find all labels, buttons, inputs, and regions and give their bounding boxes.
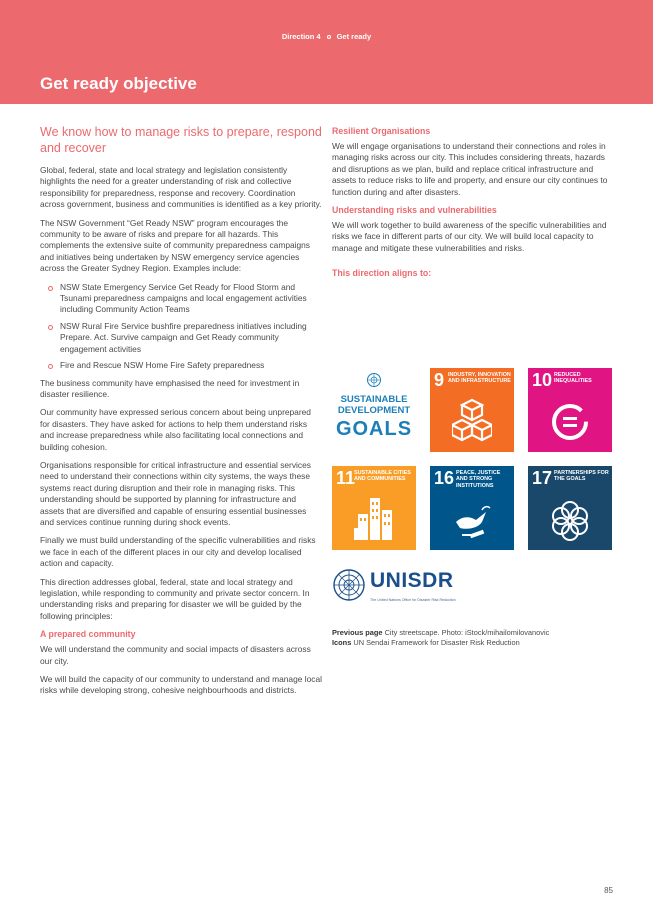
breadcrumb-section: Get ready: [336, 32, 372, 41]
paragraph: We will work together to build awareness of the specific vulnerabilities and risks we face in different parts of our city. We will build local capacity to manage and mitigate these vulnerabilities and risks.: [332, 220, 607, 253]
un-emblem-icon: [366, 372, 382, 388]
page-title: Get ready objective: [40, 74, 197, 93]
breadcrumb-direction: Direction 4: [281, 32, 321, 41]
sdg-tiles: [332, 368, 614, 550]
sdg-label: INDUSTRY, INNOVATION AND INFRASTRUCTURE: [448, 372, 511, 385]
list-item: NSW State Emergency Service Get Ready for Flood Storm and Tsunami preparedness campaigns and local engagement activities including Community Action Teams: [48, 282, 322, 316]
subheading-prepared-community: A prepared community: [40, 629, 136, 640]
list-item: NSW Rural Fire Service bushfire preparedness initiatives including Prepare. Act. Survive campaign and Get Ready community engagement activities: [48, 321, 322, 355]
un-emblem-icon: [332, 568, 366, 602]
sdg-number: 16: [434, 468, 455, 488]
sdg-tile-17: [528, 466, 612, 550]
paragraph: This direction addresses global, federal, state and local strategy and legislation, while responding to community and private sector concern. In understanding risks and preparing for disaster we will be guided by the following principles:: [40, 576, 310, 621]
sdg-number: 17: [532, 468, 553, 488]
credit-label: Previous page: [332, 628, 383, 637]
right-column: [332, 124, 614, 278]
list-item: Fire and Rescue NSW Home Fire Safety preparedness: [48, 360, 322, 371]
sdg-label: SUSTAINABLE CITIES AND COMMUNITIES: [354, 470, 411, 483]
paragraph: Organisations responsible for critical infrastructure and essential services need to understand their connections within city systems, the ways these systems react during disruption and their role in managing risks. This understanding should be supported by planning for infrastructure and assets that are diversified and capable of ensuring essential businesses and services continue running during shock events.: [40, 459, 311, 527]
left-column: [40, 124, 322, 704]
city-buildings-icon: [354, 494, 394, 542]
paragraph: We will build the capacity of our community to understand and manage local risks while developing strong, cohesive neighbourhoods and districts.: [40, 674, 322, 696]
sdg-label: PARTNERSHIPS FOR THE GOALS: [554, 470, 609, 483]
sdg-number: 11: [336, 468, 356, 488]
interlocking-rings-icon: [550, 494, 590, 542]
sdg-label: REDUCED INEQUALITIES: [554, 372, 592, 385]
credit-previous-page: [332, 628, 614, 638]
credit-icons: [332, 638, 614, 648]
cubes-icon: [452, 396, 492, 444]
unisdr-subtitle: The United Nations Office for Disaster Risk Reduction: [370, 598, 456, 602]
sdg-number: 9: [434, 370, 445, 390]
sdg-logo-line3: GOALS: [335, 418, 413, 440]
sdg-logo-line2: DEVELOPMENT: [337, 405, 411, 416]
subheading-understanding-risks: Understanding risks and vulnerabilities: [332, 205, 497, 216]
unisdr-name: UNISDR: [370, 569, 454, 592]
lead-heading: We know how to manage risks to prepare, respond and recover: [40, 125, 322, 155]
subheading-resilient-organisations: Resilient Organisations: [332, 126, 431, 136]
sdg-tile-9: [430, 368, 514, 452]
breadcrumb-separator-icon: [327, 35, 331, 39]
sdg-tile-16: [430, 466, 514, 550]
paragraph: The NSW Government “Get Ready NSW” program encourages the community to be aware of risks and prepare for all hazards. This complements the extensive suite of community preparedness campaigns and initiatives being undertaken by NSW emergency service agencies across the Greater Sydney Region. Examples include:: [40, 217, 310, 274]
aligns-heading: This direction aligns to:: [332, 268, 432, 279]
sdg-tile-10: [528, 368, 612, 452]
credit-text: UN Sendai Framework for Disaster Risk Reduction: [351, 638, 520, 647]
paragraph: We will understand the community and social impacts of disasters across our city.: [40, 644, 311, 666]
paragraph: Finally we must build understanding of the specific vulnerabilities and risks we face in each of the different places in our city and develop localised action and capacity.: [40, 535, 316, 569]
sdg-logo-line1: SUSTAINABLE: [340, 394, 408, 405]
sdg-tile-11: [332, 466, 416, 550]
examples-list: [48, 282, 322, 372]
sdg-logo: [332, 368, 416, 452]
equality-icon: [550, 396, 590, 444]
credit-label: Icons: [332, 638, 352, 647]
breadcrumb: [0, 32, 653, 41]
paragraph: Our community have expressed serious concern about being unprepared for disasters. They have asked for actions to help them understand risks and increase preparedness while also facilitating local connections and building cohesion.: [40, 407, 311, 452]
paragraph: Global, federal, state and local strategy and legislation consistently highlights the need for a greater understanding of risk and collective responsibility for preparedness, response and recovery. Coordination across government, business and communities is identified as a key priority.: [40, 165, 322, 210]
credit-text: City streetscape. Photo: iStock/mihailomilovanovic: [382, 628, 550, 637]
paragraph: We will engage organisations to understand their connections and roles in managing risks across our city. This includes considering threats, hazards and disruptions as we plan, build and replace critical infrastructure and assets to reduce risks to life and property, and ensure our city continues to function during and after disasters.: [332, 141, 608, 197]
dove-gavel-icon: [452, 494, 492, 542]
page-number: 85: [604, 886, 613, 895]
unisdr-logo: [332, 566, 492, 612]
header-banner: [0, 0, 653, 104]
image-credits: [332, 628, 614, 648]
paragraph: The business community have emphasised the need for investment in disaster resilience.: [40, 377, 300, 399]
sdg-number: 10: [532, 370, 553, 390]
sdg-label: PEACE, JUSTICE AND STRONG INSTITUTIONS: [456, 470, 501, 489]
